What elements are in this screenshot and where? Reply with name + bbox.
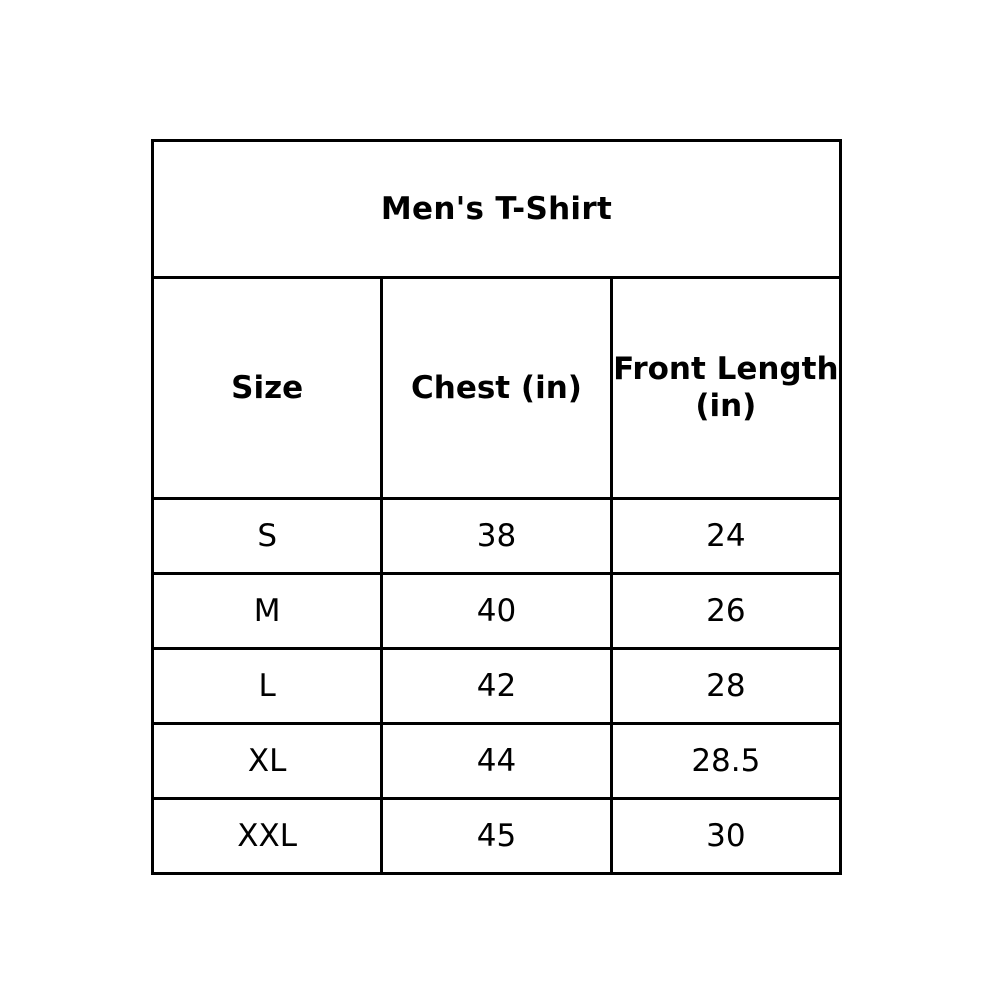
cell-size: XL [153, 724, 382, 799]
column-header-chest: Chest (in) [382, 278, 611, 499]
cell-size: S [153, 499, 382, 574]
cell-size: XXL [153, 799, 382, 874]
table-row [153, 724, 841, 799]
cell-front-length: 28 [611, 649, 840, 724]
table-row [153, 799, 841, 874]
cell-chest: 38 [382, 499, 611, 574]
cell-size: L [153, 649, 382, 724]
table-row [153, 499, 841, 574]
column-header-front-length: Front Length (in) [611, 278, 840, 499]
cell-chest: 45 [382, 799, 611, 874]
table-row [153, 649, 841, 724]
cell-front-length: 24 [611, 499, 840, 574]
cell-chest: 42 [382, 649, 611, 724]
table-header-row [153, 278, 841, 499]
column-header-size: Size [153, 278, 382, 499]
table-title-row [153, 141, 841, 278]
cell-front-length: 30 [611, 799, 840, 874]
size-chart-table [151, 139, 842, 875]
cell-size: M [153, 574, 382, 649]
cell-front-length: 28.5 [611, 724, 840, 799]
cell-chest: 44 [382, 724, 611, 799]
page-title: Men's T-Shirt [153, 141, 841, 278]
table-row [153, 574, 841, 649]
cell-front-length: 26 [611, 574, 840, 649]
cell-chest: 40 [382, 574, 611, 649]
